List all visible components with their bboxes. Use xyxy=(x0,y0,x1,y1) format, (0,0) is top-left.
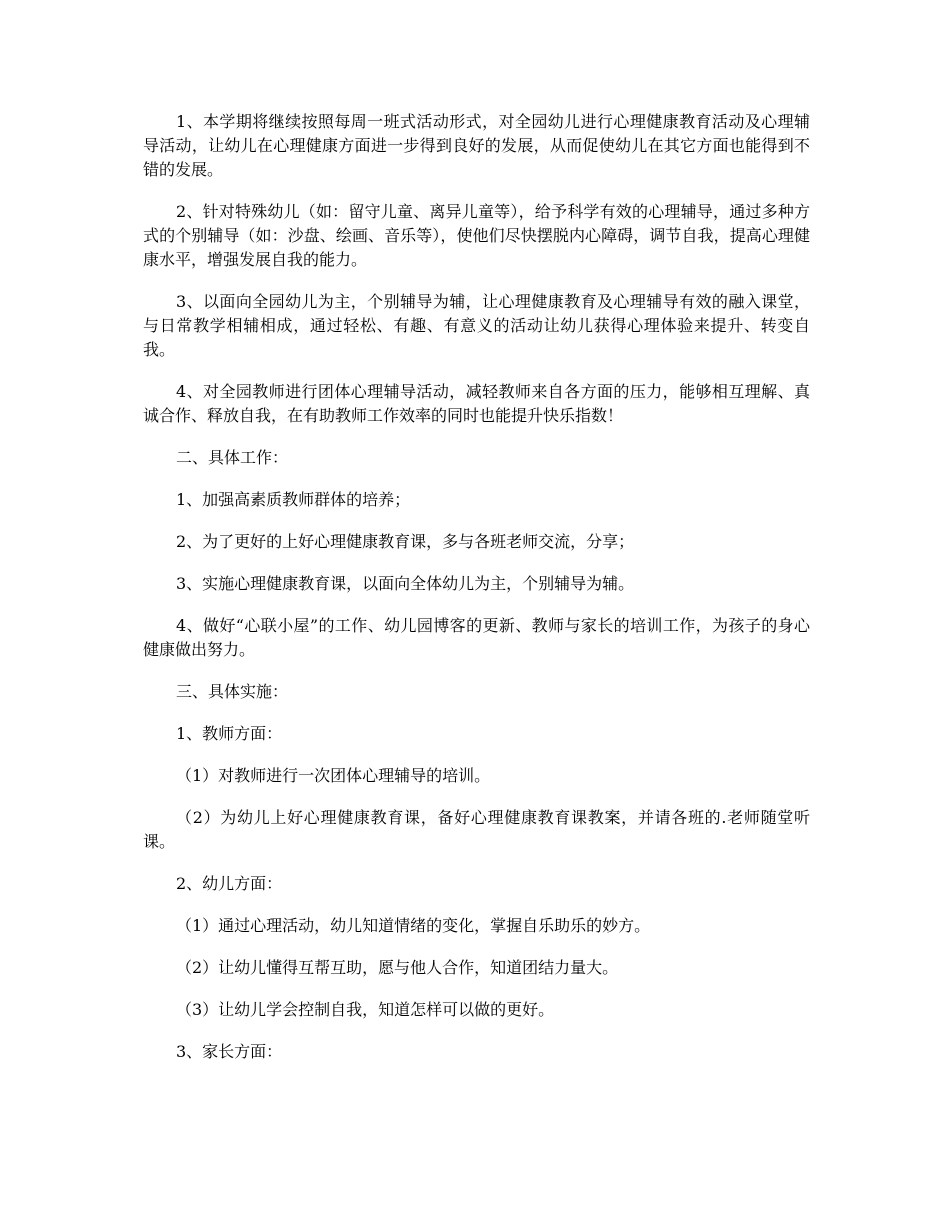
subheading-parents: 3、家长方面： xyxy=(176,1042,283,1061)
paragraph-goal-2: 2、针对特殊幼儿（如：留守儿童、离异儿童等），给予科学有效的心理辅导，通过多种方式的个别辅导（如：沙盘、绘画、音乐等），使他们尽快摆脱内心障碍，调节自我，提高心理健康水平，增强发展自我的能力。 xyxy=(143,202,810,269)
paragraph-children-3: （3）让幼儿学会控制自我，知道怎样可以做的更好。 xyxy=(176,1000,555,1019)
paragraph-work-2: 2、为了更好的上好心理健康教育课，多与各班老师交流，分享； xyxy=(176,532,635,551)
paragraph-goal-3: 3、以面向全园幼儿为主，个别辅导为辅，让心理健康教育及心理辅导有效的融入课堂，与日常教学相辅相成，通过轻松、有趣、有意义的活动让幼儿获得心理体验来提升、转变自我。 xyxy=(143,292,810,359)
paragraph-goal-4: 4、对全园教师进行团体心理辅导活动，减轻教师来自各方面的压力，能够相互理解、真诚合作、释放自我，在有助教师工作效率的同时也能提升快乐指数！ xyxy=(143,382,810,425)
paragraph-work-4: 4、做好“心联小屋”的工作、幼儿园博客的更新、教师与家长的培训工作，为孩子的身心健康做出努力。 xyxy=(143,616,810,659)
paragraph-goal-1: 1、本学期将继续按照每周一班式活动形式，对全园幼儿进行心理健康教育活动及心理辅导活动，让幼儿在心理健康方面进一步得到良好的发展，从而促使幼儿在其它方面也能得到不错的发展。 xyxy=(143,112,810,179)
section-heading-specific-work: 二、具体工作： xyxy=(176,448,289,467)
paragraph-children-2: （2）让幼儿懂得互帮互助，愿与他人合作，知道团结力量大。 xyxy=(176,958,619,977)
paragraph-work-1: 1、加强高素质教师群体的培养； xyxy=(176,490,411,509)
subheading-children: 2、幼儿方面： xyxy=(176,874,283,893)
paragraph-teachers-2: （2）为幼儿上好心理健康教育课，备好心理健康教育课教案，并请各班的.老师随堂听课。 xyxy=(143,808,810,851)
paragraph-teachers-1: （1）对教师进行一次团体心理辅导的培训。 xyxy=(176,766,491,785)
section-heading-implementation: 三、具体实施： xyxy=(176,682,289,701)
paragraph-work-3: 3、实施心理健康教育课，以面向全体幼儿为主，个别辅导为辅。 xyxy=(176,574,635,593)
subheading-teachers: 1、教师方面： xyxy=(176,724,283,743)
paragraph-children-1: （1）通过心理活动，幼儿知道情绪的变化，掌握自乐助乐的妙方。 xyxy=(176,916,651,935)
